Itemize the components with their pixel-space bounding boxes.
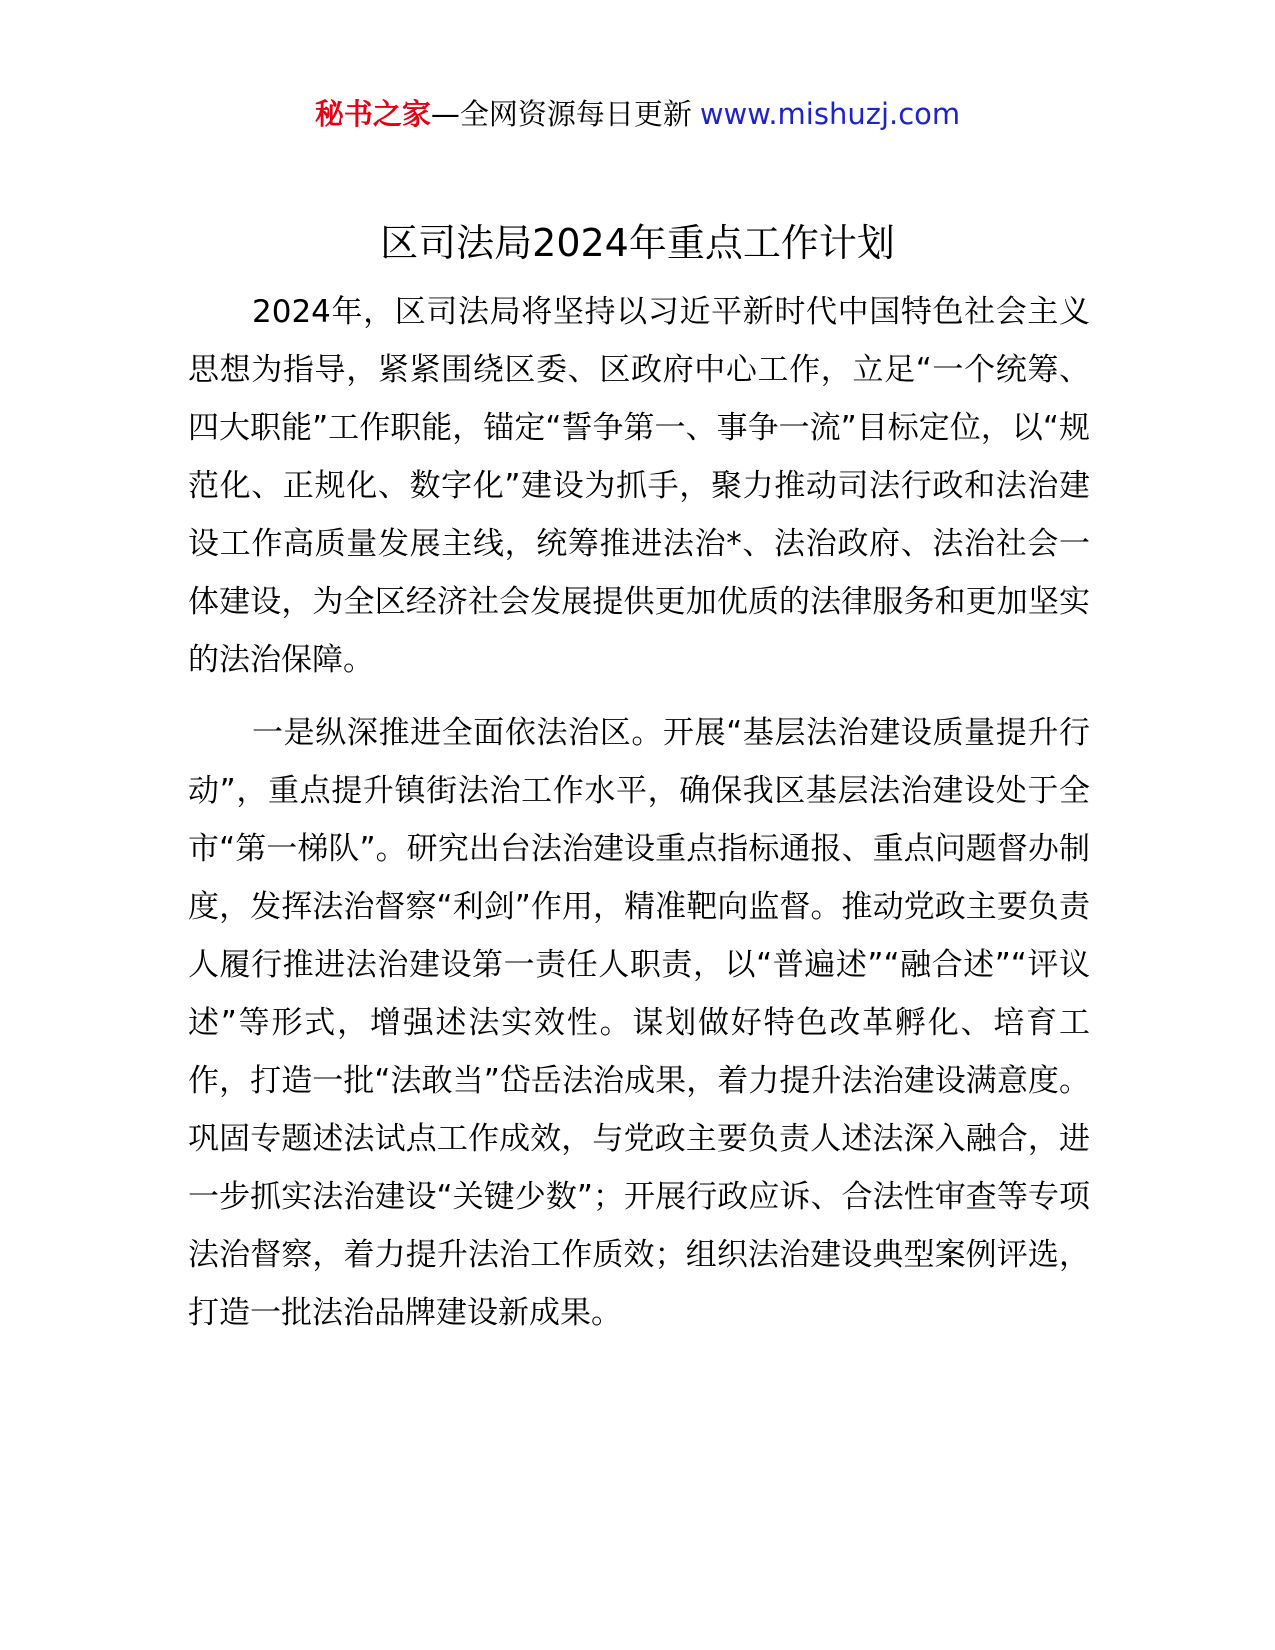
document-title: 区司法局2024年重点工作计划 [380, 221, 895, 265]
site-slogan: —全网资源每日更新 [430, 97, 692, 131]
site-brand: 秘书之家 [314, 97, 431, 131]
paragraph-intro: 2024年，区司法局将坚持以习近平新时代中国特色社会主义思想为指导，紧紧围绕区委、区政府中心工作，立足“一个统筹、四大职能”工作职能，锚定“誓争第一、事争一流”目标定位，以“规范化、正规化、数字化”建设为抓手，聚力推动司法行政和法治建设工作高质量发展主线，统筹推进法治*、法治政府、法治社会一体建设，为全区经济社会发展提供更加优质的法律服务和更加坚实的法治保障。 [188, 294, 1090, 678]
paragraph-section-one: 一是纵深推进全面依法治区。开展“基层法治建设质量提升行动”，重点提升镇街法治工作水平，确保我区基层法治建设处于全市“第一梯队”。研究出台法治建设重点指标通报、重点问题督办制度，发挥法治督察“利剑”作用，精准靶向监督。推动党政主要负责人履行推进法治建设第一责任人职责，以“普遍述”“融合述”“评议述”等形式，增强述法实效性。谋划做好特色改革孵化、培育工作，打造一批“法敢当”岱岳法治成果，着力提升法治建设满意度。巩固专题述法试点工作成效，与党政主要负责人述法深入融合，进一步抓实法治建设“关键少数”；开展行政应诉、合法性审查等专项法治督察，着力提升法治工作质效；组织法治建设典型案例评选，打造一批法治品牌建设新成果。 [188, 715, 1090, 1331]
document-body [188, 283, 1090, 1357]
site-url-link[interactable]: www.mishuzj.com [699, 97, 961, 131]
site-header [0, 92, 1275, 136]
